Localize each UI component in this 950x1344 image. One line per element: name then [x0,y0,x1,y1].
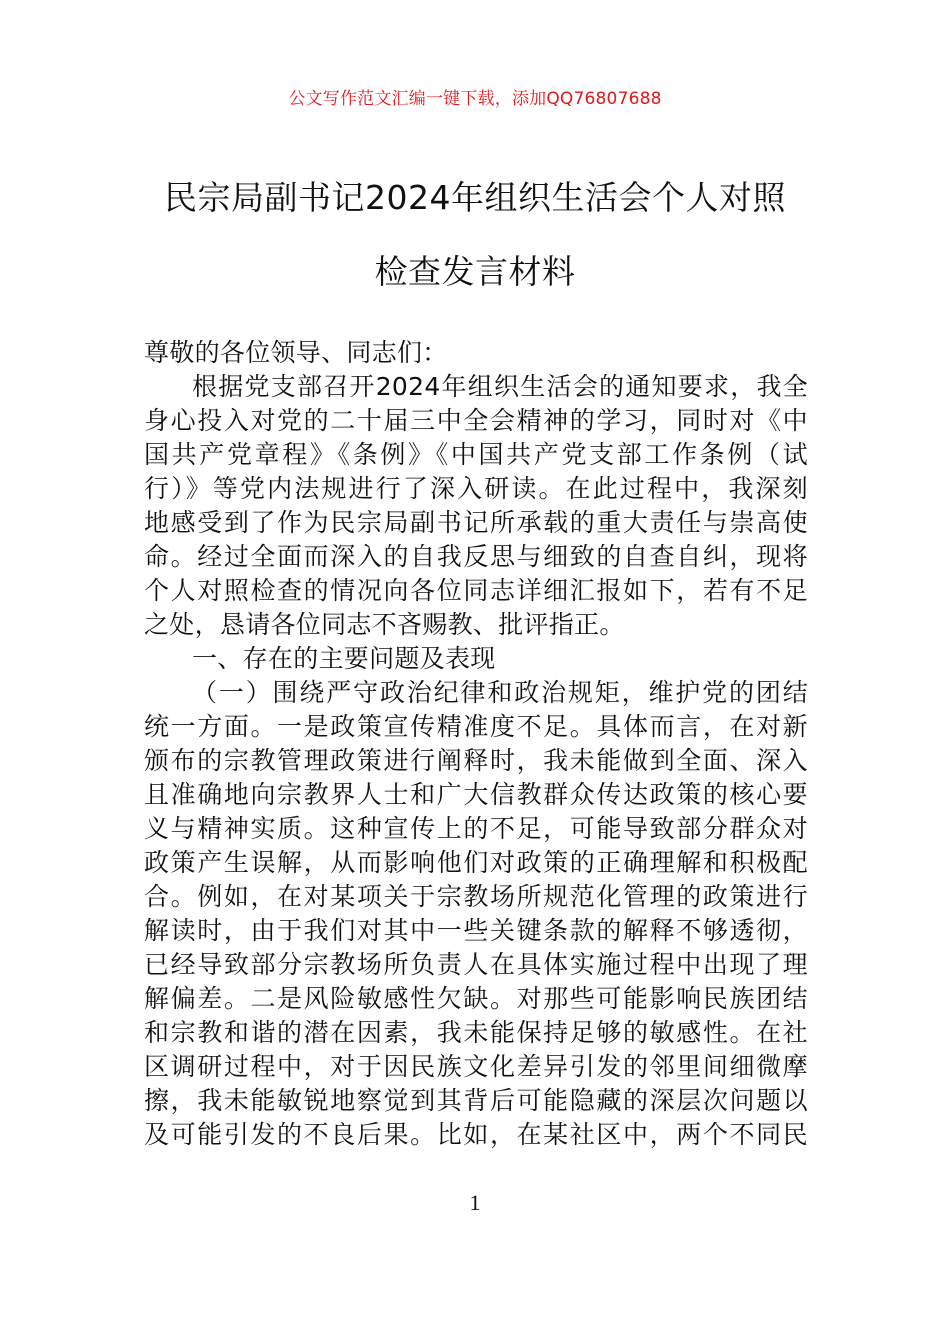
paragraph-line: 地感受到了作为民宗局副书记所承载的重大责任与崇高使 [144,508,808,537]
subsection-heading-line: （一）围绕严守政治纪律和政治规矩，维护党的团结 [192,678,808,707]
download-promo-note: 公文写作范文汇编一键下载，添加QQ76807688 [288,89,662,109]
paragraph-line: 身心投入对党的二十届三中全会精神的学习，同时对《中 [144,406,808,435]
paragraph-line: 解偏差。二是风险敏感性欠缺。对那些可能影响民族团结 [144,984,808,1013]
paragraph-line: 合。例如，在对某项关于宗教场所规范化管理的政策进行 [144,882,808,911]
paragraph-line: 根据党支部召开2024年组织生活会的通知要求，我全 [192,372,808,401]
paragraph-line: 统一方面。一是政策宣传精准度不足。具体而言，在对新 [144,712,808,741]
paragraph-line: 行）》等党内法规进行了深入研读。在此过程中，我深刻 [144,474,808,503]
paragraph-line: 擦，我未能敏锐地察觉到其背后可能隐藏的深层次问题以 [144,1086,808,1115]
paragraph-line: 区调研过程中，对于因民族文化差异引发的邻里间细微摩 [144,1052,808,1081]
paragraph-line: 国共产党章程》《条例》《中国共产党支部工作条例（试 [144,440,808,469]
paragraph-line: 命。经过全面而深入的自我反思与细致的自查自纠，现将 [144,542,808,571]
salutation: 尊敬的各位领导、同志们： [144,338,448,367]
paragraph-line: 义与精神实质。这种宣传上的不足，可能导致部分群众对 [144,814,808,843]
paragraph-line: 解读时，由于我们对其中一些关键条款的解释不够透彻， [144,916,808,945]
paragraph-line: 和宗教和谐的潜在因素，我未能保持足够的敏感性。在社 [144,1018,808,1047]
document-body [144,336,808,1152]
paragraph-line: 个人对照检查的情况向各位同志详细汇报如下，若有不足 [144,576,808,605]
document-title-line-1: 民宗局副书记2024年组织生活会个人对照 [164,178,786,217]
paragraph-line: 政策产生误解，从而影响他们对政策的正确理解和积极配 [144,848,808,877]
paragraph-line: 且准确地向宗教界人士和广大信教群众传达政策的核心要 [144,780,808,809]
document-title-line-2: 检查发言材料 [374,252,576,291]
paragraph-line: 之处，恳请各位同志不吝赐教、批评指正。 [144,610,625,639]
paragraph-line: 及可能引发的不良后果。比如，在某社区中，两个不同民 [144,1120,808,1149]
page-number: 1 [469,1190,481,1215]
section-heading: 一、存在的主要问题及表现 [192,644,496,673]
paragraph-line: 已经导致部分宗教场所负责人在具体实施过程中出现了理 [144,950,808,979]
paragraph-line: 颁布的宗教管理政策进行阐释时，我未能做到全面、深入 [144,746,808,775]
